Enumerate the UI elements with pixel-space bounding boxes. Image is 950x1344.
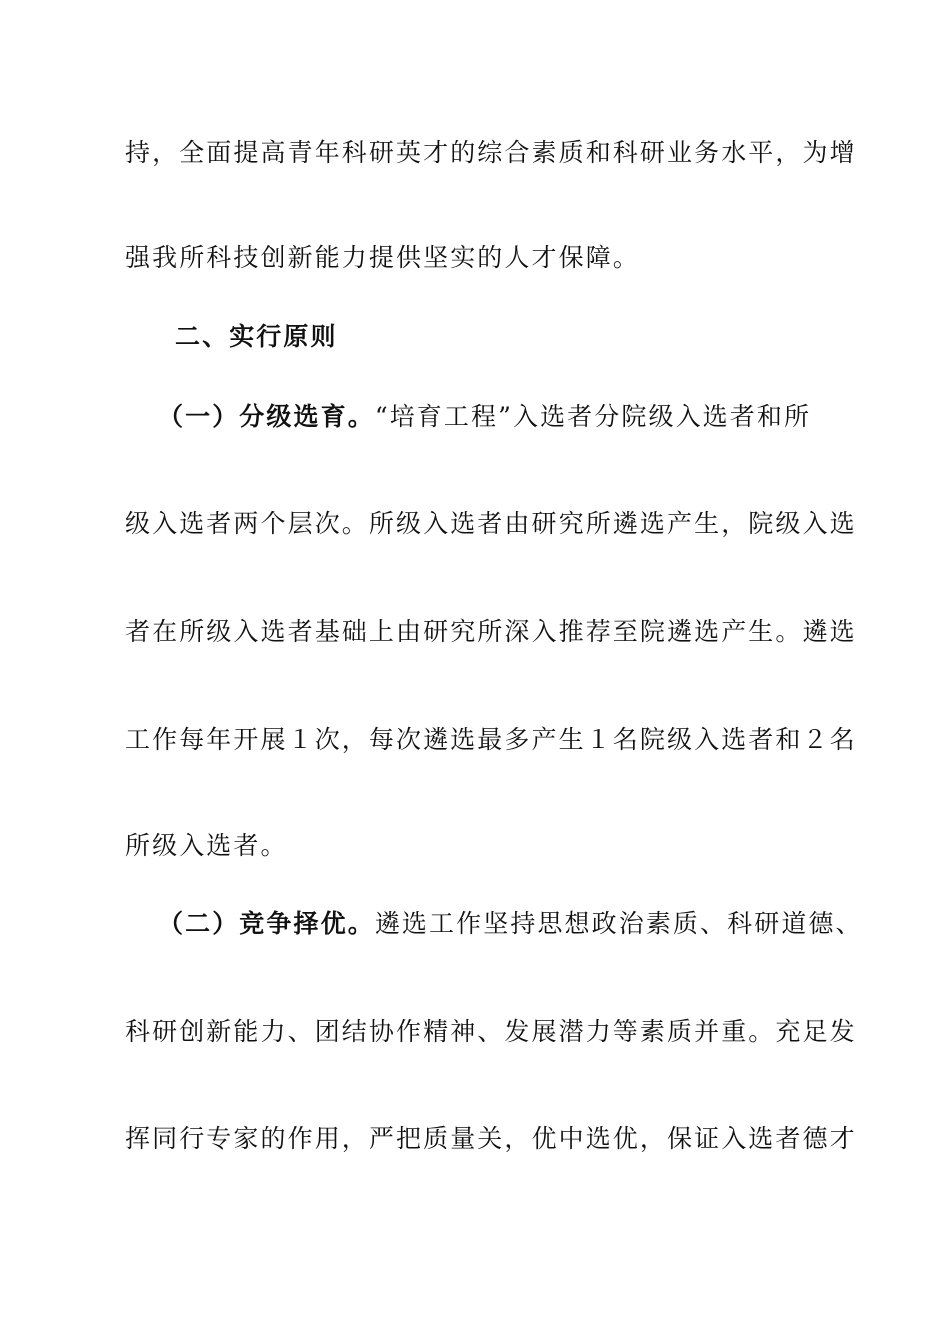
body-line-3: 级入选者两个层次。所级入选者由研究所遴选产生，院级入选 (125, 509, 857, 538)
body-line-1: 持，全面提高青年科研英才的综合素质和科研业务水平，为增 (125, 138, 857, 167)
principle-2-title: （二）竞争择优。 (158, 909, 375, 938)
principle-1-text: “培育工程”入选者分院级入选者和所 (374, 402, 812, 431)
body-line-6: 所级入选者。 (125, 831, 288, 860)
section-heading: 二、实行原则 (175, 322, 338, 351)
body-line-7: 科研创新能力、团结协作精神、发展潜力等素质并重。充足发 (125, 1017, 857, 1046)
principle-1-paragraph (158, 402, 811, 432)
body-line-5: 工作每年开展１次，每次遴选最多产生１名院级入选者和２名 (125, 725, 857, 754)
principle-2-text: 遴选工作坚持思想政治素质、科研道德、 (374, 909, 863, 938)
principle-2-paragraph (158, 909, 863, 939)
body-line-2: 强我所科技创新能力提供坚实的人才保障。 (125, 243, 640, 272)
body-line-4: 者在所级入选者基础上由研究所深入推荐至院遴选产生。遴选 (125, 617, 857, 646)
body-line-8: 挥同行专家的作用，严把质量关，优中选优，保证入选者德才 (125, 1124, 857, 1153)
principle-1-title: （一）分级选育。 (158, 402, 375, 431)
